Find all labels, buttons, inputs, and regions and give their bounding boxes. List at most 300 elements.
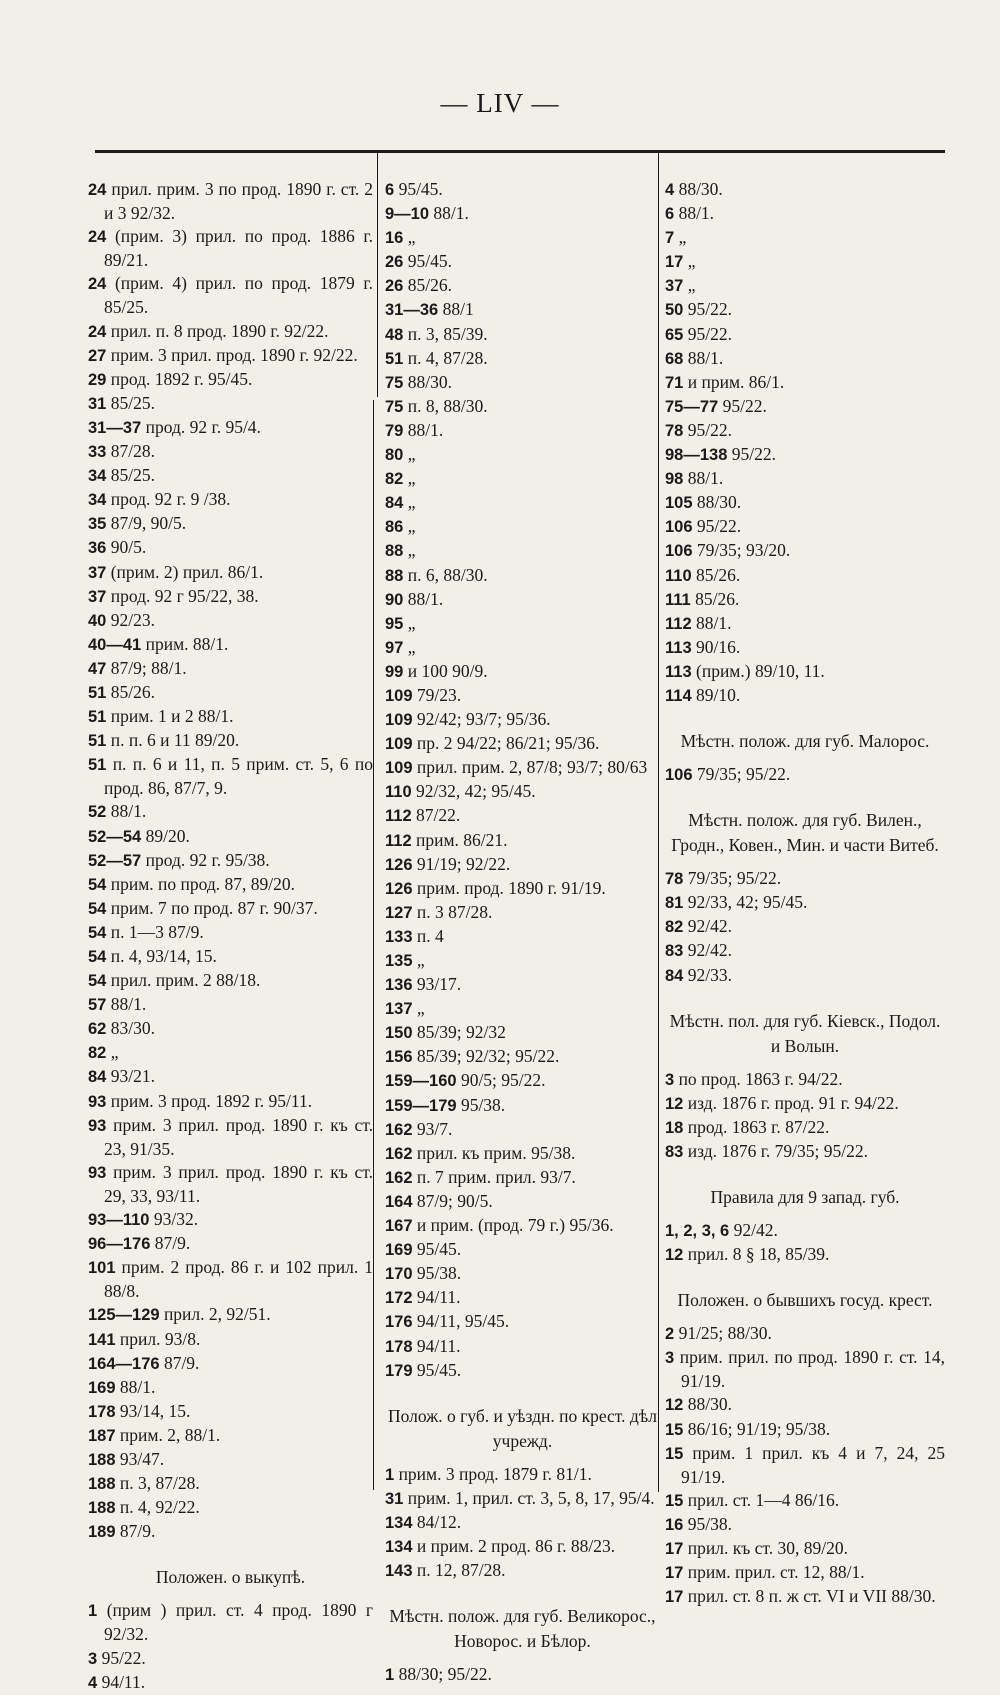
article-number: 83 [665,1142,684,1161]
article-number: 133 [385,927,413,946]
index-entry [385,1238,660,1262]
index-entry [385,756,660,780]
entry-reference: 88/30; 95/22. [398,1664,492,1685]
article-number: 86 [385,518,404,537]
index-entry [88,1352,373,1376]
index-entry [88,368,373,392]
index-entry [385,467,660,491]
article-number: 51 [88,683,107,702]
entry-reference: 88/1. [110,801,147,822]
article-number: 54 [88,972,107,991]
index-entry [385,1142,660,1166]
index-entry [88,969,373,993]
entry-reference: прил. ст. 1—4 86/16. [687,1489,840,1510]
article-number: 110 [665,566,692,585]
article-number: 109 [385,735,413,754]
index-entry [385,636,660,660]
index-entry [665,274,945,298]
article-number: 3 [665,1349,675,1368]
entry-reference: 88/1. [407,588,444,609]
index-entry [88,705,373,729]
article-number: 54 [88,899,107,918]
entry-reference: 85/26. [407,275,452,296]
entry-reference: 91/19; 92/22. [416,853,511,874]
index-entry [88,609,373,633]
section-heading: Правила для 9 запад. губ. [710,1187,900,1207]
entry-reference: и прим. 2 прод. 86 г. 88/23. [416,1535,616,1556]
article-number: 24 [88,322,107,341]
article-number: 3 [88,1649,98,1668]
entry-reference: 93/47. [119,1448,165,1469]
entry-reference: „ [687,275,696,296]
article-number: 159—179 [385,1096,457,1115]
index-entry [665,588,945,612]
entry-reference: 90/5. [110,537,147,558]
index-entry [88,585,373,609]
index-entry [88,1017,373,1041]
article-number: 93 [88,1163,107,1182]
index-entry [665,298,945,322]
index-entry [385,660,660,684]
article-number: 1 [385,1465,395,1484]
index-entry [88,1161,373,1208]
article-number: 169 [88,1378,116,1397]
entry-reference: 79/23. [416,684,462,705]
index-entry [665,202,945,226]
index-entry [665,178,945,202]
article-number: 62 [88,1020,107,1039]
index-entry [385,395,660,419]
article-number: 93 [88,1092,107,1111]
article-number: 80 [385,446,404,465]
entry-reference: п. п. 6 и 11, п. 5 прим. ст. 5, 6 по прод. 86, 87/7, 9. [104,754,373,799]
entry-reference: 88/30. [678,179,723,199]
article-number: 189 [88,1523,116,1542]
entry-reference: 79/35; 95/22. [687,868,782,889]
index-column-1 [88,178,373,1695]
article-number: 12 [665,1396,684,1415]
entry-reference: 83/30. [110,1018,155,1039]
article-number: 82 [665,918,684,937]
article-number: 16 [385,229,404,248]
entry-reference: п. 3, 85/39. [407,323,488,344]
entry-reference: п. 7 прим. прил. 93/7. [416,1166,576,1187]
index-entry [385,1559,660,1583]
entry-reference: п. 4, 92/22. [119,1497,200,1518]
index-entry [385,732,660,756]
article-number: 15 [665,1420,684,1439]
entry-reference: 92/23. [110,609,155,630]
entry-reference: прил. п. 8 прод. 1890 г. 92/22. [110,320,329,341]
section-heading: Положен. о бывшихъ госуд. крест. [677,1290,933,1311]
entry-reference: 87/9. [119,1521,156,1542]
index-entry [88,464,373,488]
article-number: 18 [665,1118,684,1137]
entry-reference: 92/42. [687,940,732,961]
index-entry [665,1346,945,1393]
article-number: 82 [88,1044,107,1063]
index-entry [88,1376,373,1400]
index-entry [88,488,373,512]
entry-reference: 95/22. [687,323,732,344]
index-entry [665,939,945,963]
article-number: 24 [88,275,107,294]
entry-reference: прим. 1 и 2 88/1. [110,706,234,727]
index-entry [88,633,373,657]
entry-reference: 85/39; 92/32 [416,1022,506,1043]
article-number: 17 [665,1540,684,1559]
index-entry [88,897,373,921]
index-entry [665,250,945,274]
entry-reference: прод. 92 г. 95/38. [145,849,270,870]
entry-reference: п. 3, 87/28. [119,1473,200,1494]
index-entry [665,1322,945,1346]
article-number: 134 [385,1537,413,1556]
index-entry [665,1068,945,1092]
entry-reference: 93/14, 15. [119,1400,191,1421]
entry-reference: прил. къ ст. 30, 89/20. [687,1538,848,1559]
article-number: 141 [88,1330,116,1349]
index-entry [385,1118,660,1142]
article-number: 106 [665,518,693,537]
entry-reference: п. п. 6 и 11 89/20. [110,730,240,751]
article-number: 37 [88,563,107,582]
entry-reference: 87/9, 90/5. [110,513,187,534]
article-number: 188 [88,1475,116,1494]
entry-reference: 88/1. [687,468,724,489]
index-entry [385,829,660,853]
article-number: 3 [665,1070,675,1089]
index-entry [88,993,373,1017]
article-number: 98 [665,470,684,489]
index-entry [385,298,660,322]
article-number: 68 [665,349,684,368]
entry-reference: прил. прим. 2, 87/8; 93/7; 80/63 [416,757,648,778]
entry-reference: 88/1. [678,203,715,224]
index-entry [385,1487,660,1511]
entry-reference: 88/1 [442,299,474,320]
entry-reference: „ [407,540,416,561]
entry-reference: п. 4, 93/14, 15. [110,946,217,966]
entry-reference: „ [407,227,416,248]
article-number: 40 [88,611,107,630]
index-entry [385,612,660,636]
entry-reference: 85/26. [695,588,740,609]
article-number: 105 [665,494,693,513]
entry-reference: 95/22. [687,419,732,440]
entry-reference: 89/10. [696,684,741,705]
index-entry [88,729,373,753]
index-entry [385,684,660,708]
index-entry [88,945,373,969]
entry-reference: 90/5; 95/22. [460,1070,546,1091]
index-entry [88,1647,373,1671]
index-entry [665,1243,945,1267]
article-number: 12 [665,1246,684,1265]
index-entry [385,901,660,925]
entry-reference: прим. прод. 1890 г. 91/19. [416,877,606,898]
index-entry [385,515,660,539]
entry-reference: прим. 3 прил. прод. 1890 г. къ ст. 29, 33, 93/11. [104,1161,373,1206]
article-number: 9—10 [385,205,430,224]
index-entry [665,323,945,347]
index-entry [385,853,660,877]
index-entry [665,419,945,443]
article-number: 98—138 [665,446,728,465]
index-entry [385,1286,660,1310]
entry-reference: (прим. 3) прил. по прод. 1886 г. 89/21. [104,226,373,271]
section-heading: Мѣстн. полож. для губ. Вилен., Гродн., Ковен., Мин. и части Витеб. [671,810,939,856]
entry-reference: 86/16; 91/19; 95/38. [687,1418,831,1439]
index-entry [88,1208,373,1232]
index-entry [88,921,373,945]
index-entry [665,1561,945,1585]
entry-reference: „ [407,516,416,537]
page-number: — LIV — [440,88,560,118]
entry-reference: 95/38. [687,1513,732,1534]
entry-reference: „ [110,1042,119,1063]
article-number: 34 [88,467,107,486]
section-heading: Положен. о выкупѣ. [155,1567,306,1588]
entry-reference: прим. 2, 88/1. [119,1424,221,1445]
article-number: 106 [665,766,693,785]
entry-reference: п. 3 87/28. [416,901,493,922]
article-number: 84 [385,494,404,513]
index-entry [88,344,373,368]
index-entry [88,1424,373,1448]
entry-reference: 92/42; 93/7; 95/36. [416,709,551,730]
article-number: 81 [665,894,684,913]
entry-reference: 88/1. [687,347,724,368]
entry-reference: 87/9; 90/5. [416,1190,493,1211]
entry-reference: прил. прим. 3 по прод. 1890 г. ст. 2 и 3 92/32. [104,179,373,224]
index-entry [385,202,660,226]
index-entry [88,1303,373,1327]
article-number: 17 [665,253,684,272]
article-number: 37 [88,587,107,606]
entry-reference: 85/26. [696,564,741,585]
index-entry [88,536,373,560]
entry-reference: „ [416,998,425,1019]
entry-reference: 94/11. [101,1671,146,1692]
entry-reference: прим. 7 по прод. 87 г. 90/37. [110,897,318,918]
entry-reference: 95/45. [407,251,452,272]
article-number: 109 [385,686,413,705]
article-number: 75 [385,397,404,416]
article-number: 164—176 [88,1354,160,1373]
entry-reference: прим. 1 прил. къ 4 и 7, 24, 25 91/19. [681,1442,945,1487]
index-entry [665,612,945,636]
article-number: 4 [665,181,675,199]
entry-reference: „ [407,468,416,489]
article-number: 51 [88,756,107,775]
index-entry [88,753,373,800]
article-number: 162 [385,1120,413,1139]
index-entry [385,371,660,395]
entry-reference: прим. 86/21. [416,829,508,850]
entry-reference: 95/38. [416,1263,462,1284]
entry-reference: пр. 2 94/22; 86/21; 95/36. [416,733,600,754]
article-number: 188 [88,1450,116,1469]
index-entry [385,419,660,443]
entry-reference: 87/28. [110,441,155,462]
index-entry [88,1256,373,1303]
index-entry [385,997,660,1021]
article-number: 126 [385,879,413,898]
index-entry [385,1535,660,1559]
entry-reference: 87/9. [163,1352,200,1373]
index-entry [88,1090,373,1114]
article-number: 188 [88,1499,116,1518]
entry-reference: 92/33, 42; 95/45. [687,892,808,913]
index-entry [665,1418,945,1442]
entry-reference: 92/42. [733,1220,778,1240]
article-number: 24 [88,228,107,247]
entry-reference: прил. 93/8. [119,1328,201,1349]
index-entry [88,849,373,873]
entry-reference: „ [687,251,696,272]
section-heading: Мѣстн. пол. для губ. Кіевск., Подол. и Волын. [669,1010,941,1056]
index-entry [665,467,945,491]
article-number: 109 [385,759,413,778]
article-number: 88 [385,542,404,561]
index-entry [385,1069,660,1093]
section-heading: Полож. о губ. и уѣздн. по крест. дѣл учрежд. [387,1405,658,1451]
article-number: 31—36 [385,301,439,320]
article-number: 95 [385,614,404,633]
index-entry [665,1537,945,1561]
article-number: 31 [385,1489,404,1508]
article-number: 26 [385,277,404,296]
entry-reference: 95/22. [101,1647,146,1668]
index-entry [385,323,660,347]
entry-reference: 88/30. [407,371,452,392]
index-entry [385,780,660,804]
index-entry [385,491,660,515]
entry-reference: 89/20. [145,825,190,846]
entry-reference: 92/42. [687,916,732,937]
article-number: 12 [665,1094,684,1113]
article-number: 1 [88,1602,98,1621]
index-entry [88,1041,373,1065]
index-entry [385,973,660,997]
index-entry [385,1190,660,1214]
index-entry [385,949,660,973]
entry-reference: изд. 1876 г. прод. 91 г. 94/22. [687,1092,899,1113]
entry-reference: 92/32, 42; 95/45. [416,781,536,802]
entry-reference: прим. 3 прод. 1879 г. 81/1. [398,1463,592,1484]
index-entry [665,1140,945,1164]
article-number: 48 [385,325,404,344]
index-entry [88,1496,373,1520]
entry-reference: 88/1. [433,203,469,224]
entry-reference: п. 8, 88/30. [407,395,488,416]
article-number: 1 [385,1666,395,1685]
index-entry [88,681,373,705]
entry-reference: прим. 3 прод. 1892 г. 95/11. [110,1090,313,1111]
index-entry [385,178,660,202]
index-entry [665,1513,945,1537]
entry-reference: 95/38. [460,1094,506,1115]
article-number: 7 [665,229,675,248]
index-entry [88,657,373,681]
entry-reference: 87/9. [154,1233,191,1254]
article-number: 179 [385,1361,413,1380]
index-entry [385,1094,660,1118]
entry-reference: прод. 1892 г. 95/45. [110,368,253,389]
index-entry [665,226,945,250]
entry-reference: „ [407,612,416,633]
index-entry [385,1359,660,1383]
entry-reference: прим. 2 прод. 86 г. и 102 прил. 1 88/8. [104,1257,373,1302]
index-entry [88,272,373,319]
index-entry [385,1663,660,1687]
article-number: 176 [385,1313,413,1332]
index-entry [88,1472,373,1496]
article-number: 169 [385,1241,413,1260]
index-entry [88,512,373,536]
article-number: 4 [88,1673,98,1692]
article-number: 78 [665,870,684,889]
index-entry [665,491,945,515]
entry-reference: 95/22. [696,516,742,537]
index-entry [88,561,373,585]
index-entry [665,660,945,684]
article-number: 164 [385,1192,413,1211]
entry-reference: и прим. 86/1. [687,371,785,392]
article-number: 75 [385,373,404,392]
index-entry [665,1585,945,1609]
article-number: 156 [385,1048,413,1067]
index-entry [665,1116,945,1140]
entry-reference: прил. къ прим. 95/38. [416,1142,576,1163]
index-entry [88,1400,373,1424]
article-number: 52—57 [88,851,142,870]
index-entry [665,1489,945,1513]
entry-reference: (прим. 4) прил. по прод. 1879 г. 85/25. [104,273,373,318]
article-number: 71 [665,373,684,392]
index-entry [385,925,660,949]
entry-reference: 95/45. [416,1239,462,1260]
index-entry [665,395,945,419]
index-entry [88,1328,373,1352]
entry-reference: (прим. 2) прил. 86/1. [110,561,264,582]
entry-reference: прод. 92 г 95/22, 38. [110,585,259,606]
article-number: 126 [385,855,413,874]
entry-reference: прим. по прод. 87, 89/20. [110,873,296,894]
index-entry [385,1262,660,1286]
article-number: 114 [665,686,692,705]
article-number: 101 [88,1259,116,1278]
article-number: 35 [88,515,107,534]
article-number: 27 [88,346,107,365]
article-number: 31—37 [88,418,142,437]
index-entry [665,564,945,588]
article-number: 159—160 [385,1072,457,1091]
article-number: 162 [385,1144,413,1163]
entry-reference: 95/22. [731,444,777,465]
index-entry [385,1166,660,1190]
article-number: 93—110 [88,1211,150,1230]
index-entry [385,1463,660,1487]
entry-reference: „ [416,950,425,970]
article-number: 178 [385,1337,413,1356]
index-entry [385,588,660,612]
article-number: 51 [385,349,404,368]
column-divider [377,152,378,397]
index-entry [665,1442,945,1489]
article-number: 34 [88,491,107,510]
